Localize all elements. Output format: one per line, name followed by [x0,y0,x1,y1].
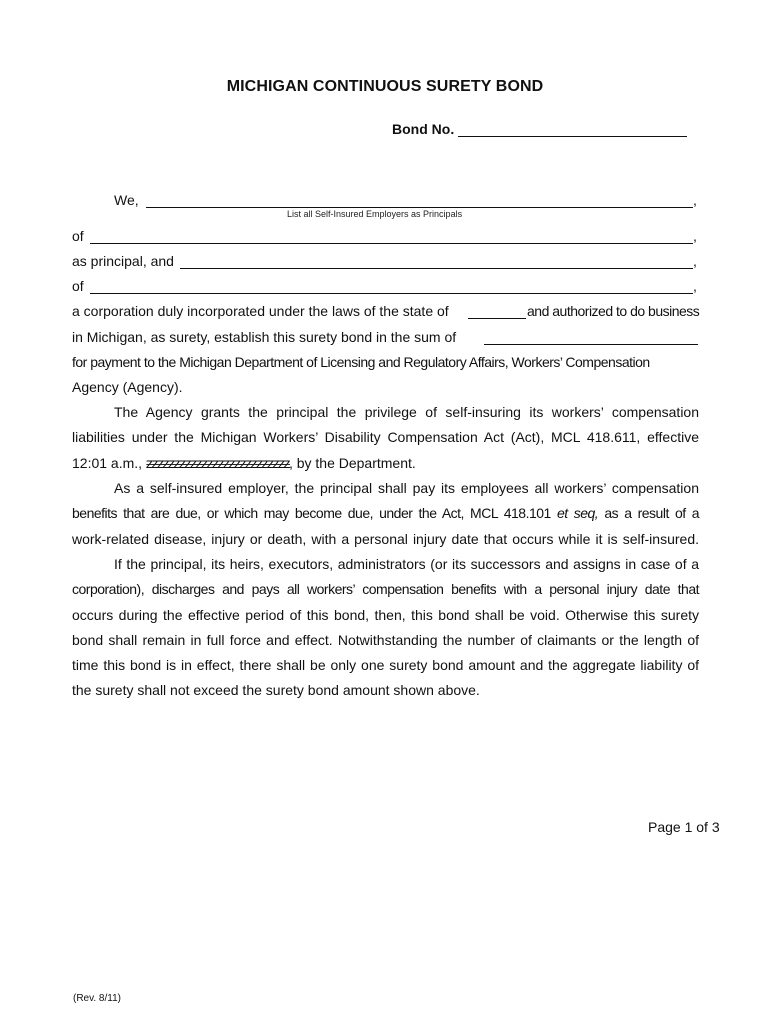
paragraph-conditions [72,552,699,704]
principals-field[interactable] [146,207,693,208]
surety-name-comma: , [693,253,697,269]
agency-text: Agency (Agency). [72,379,183,395]
bond-amount-field[interactable] [484,344,698,345]
principal-address-label: of [72,228,84,244]
page-number: Page 1 of 3 [648,819,720,835]
document-title: MICHIGAN CONTINUOUS SURETY BOND [226,78,544,95]
obligation-line-1: As a self-insured employer, the principal shall pay its employees all workers’ compensation [114,480,699,496]
principal-address-comma: , [693,228,697,244]
principal-address-field[interactable] [90,243,693,244]
payment-text: for payment to the Michigan Department of Licensing and Regulatory Affairs, Workers’ Compensation [72,354,650,370]
bond-number-field[interactable] [458,122,687,137]
bond-number-row [392,121,687,137]
surety-sum-text: in Michigan, as surety, establish this surety bond in the sum of [72,329,457,345]
obligation-line-2a: benefits that are due, or which may become due, under the Act, MCL 418.101 [72,505,551,522]
bond-number-label: Bond No. [392,121,455,137]
grant-time: 12:01 a.m., [72,454,143,471]
obligation-line-3: work-related disease, injury or death, with a personal injury date that occurs while it is self-insured. [72,530,699,547]
surety-address-label: of [72,278,84,294]
principals-comma: , [693,192,697,208]
principals-hint: List all Self-Insured Employers as Principals [287,209,463,219]
conditions-line-6: the surety shall not exceed the surety bond amount shown above. [72,682,480,699]
state-field[interactable] [468,318,526,319]
revision-label: (Rev. 8/11) [73,993,121,1004]
grant-line-2: liabilities under the Michigan Workers’ Disability Compensation Act (Act), MCL 418.611, effective [72,429,699,446]
conditions-line-4: bond shall remain in full force and effect. Notwithstanding the number of claimants or the length of [72,631,699,648]
conditions-line-2: corporation), discharges and pays all workers’ compensation benefits with a personal injury date that [72,581,699,598]
paragraph-grant [72,400,699,476]
authorized-text: and authorized to do business [527,303,700,319]
paragraph-obligation [72,476,699,552]
conditions-line-1: If the principal, its heirs, executors, administrators (or its successors and assigns in case of a [114,556,699,572]
surety-address-comma: , [693,278,697,294]
et-seq: et seq, [556,505,599,522]
conditions-line-3: occurs during the effective period of this bond, then, this bond shall be void. Otherwise this surety [72,606,699,623]
effective-date-placeholder[interactable]: ƶƶƶƶƶƶƶƶƶƶƶƶƶƶƶƶƶƶƶƶƶƶƶƶƶƶ [145,454,289,471]
corporation-text: a corporation duly incorporated under the laws of the state of [72,303,449,319]
as-principal-label: as principal, and [72,253,174,269]
surety-name-field[interactable] [180,268,693,269]
grant-end: , by the Department. [288,454,416,471]
we-label: We, [114,192,139,208]
grant-line-1: The Agency grants the principal the privilege of self-insuring its workers’ compensation [114,404,699,420]
conditions-line-5: time this bond is in effect, there shall be only one surety bond amount and the aggregate liability of [72,657,699,674]
obligation-line-2b: as a result of a [604,505,700,522]
surety-address-field[interactable] [90,293,693,294]
